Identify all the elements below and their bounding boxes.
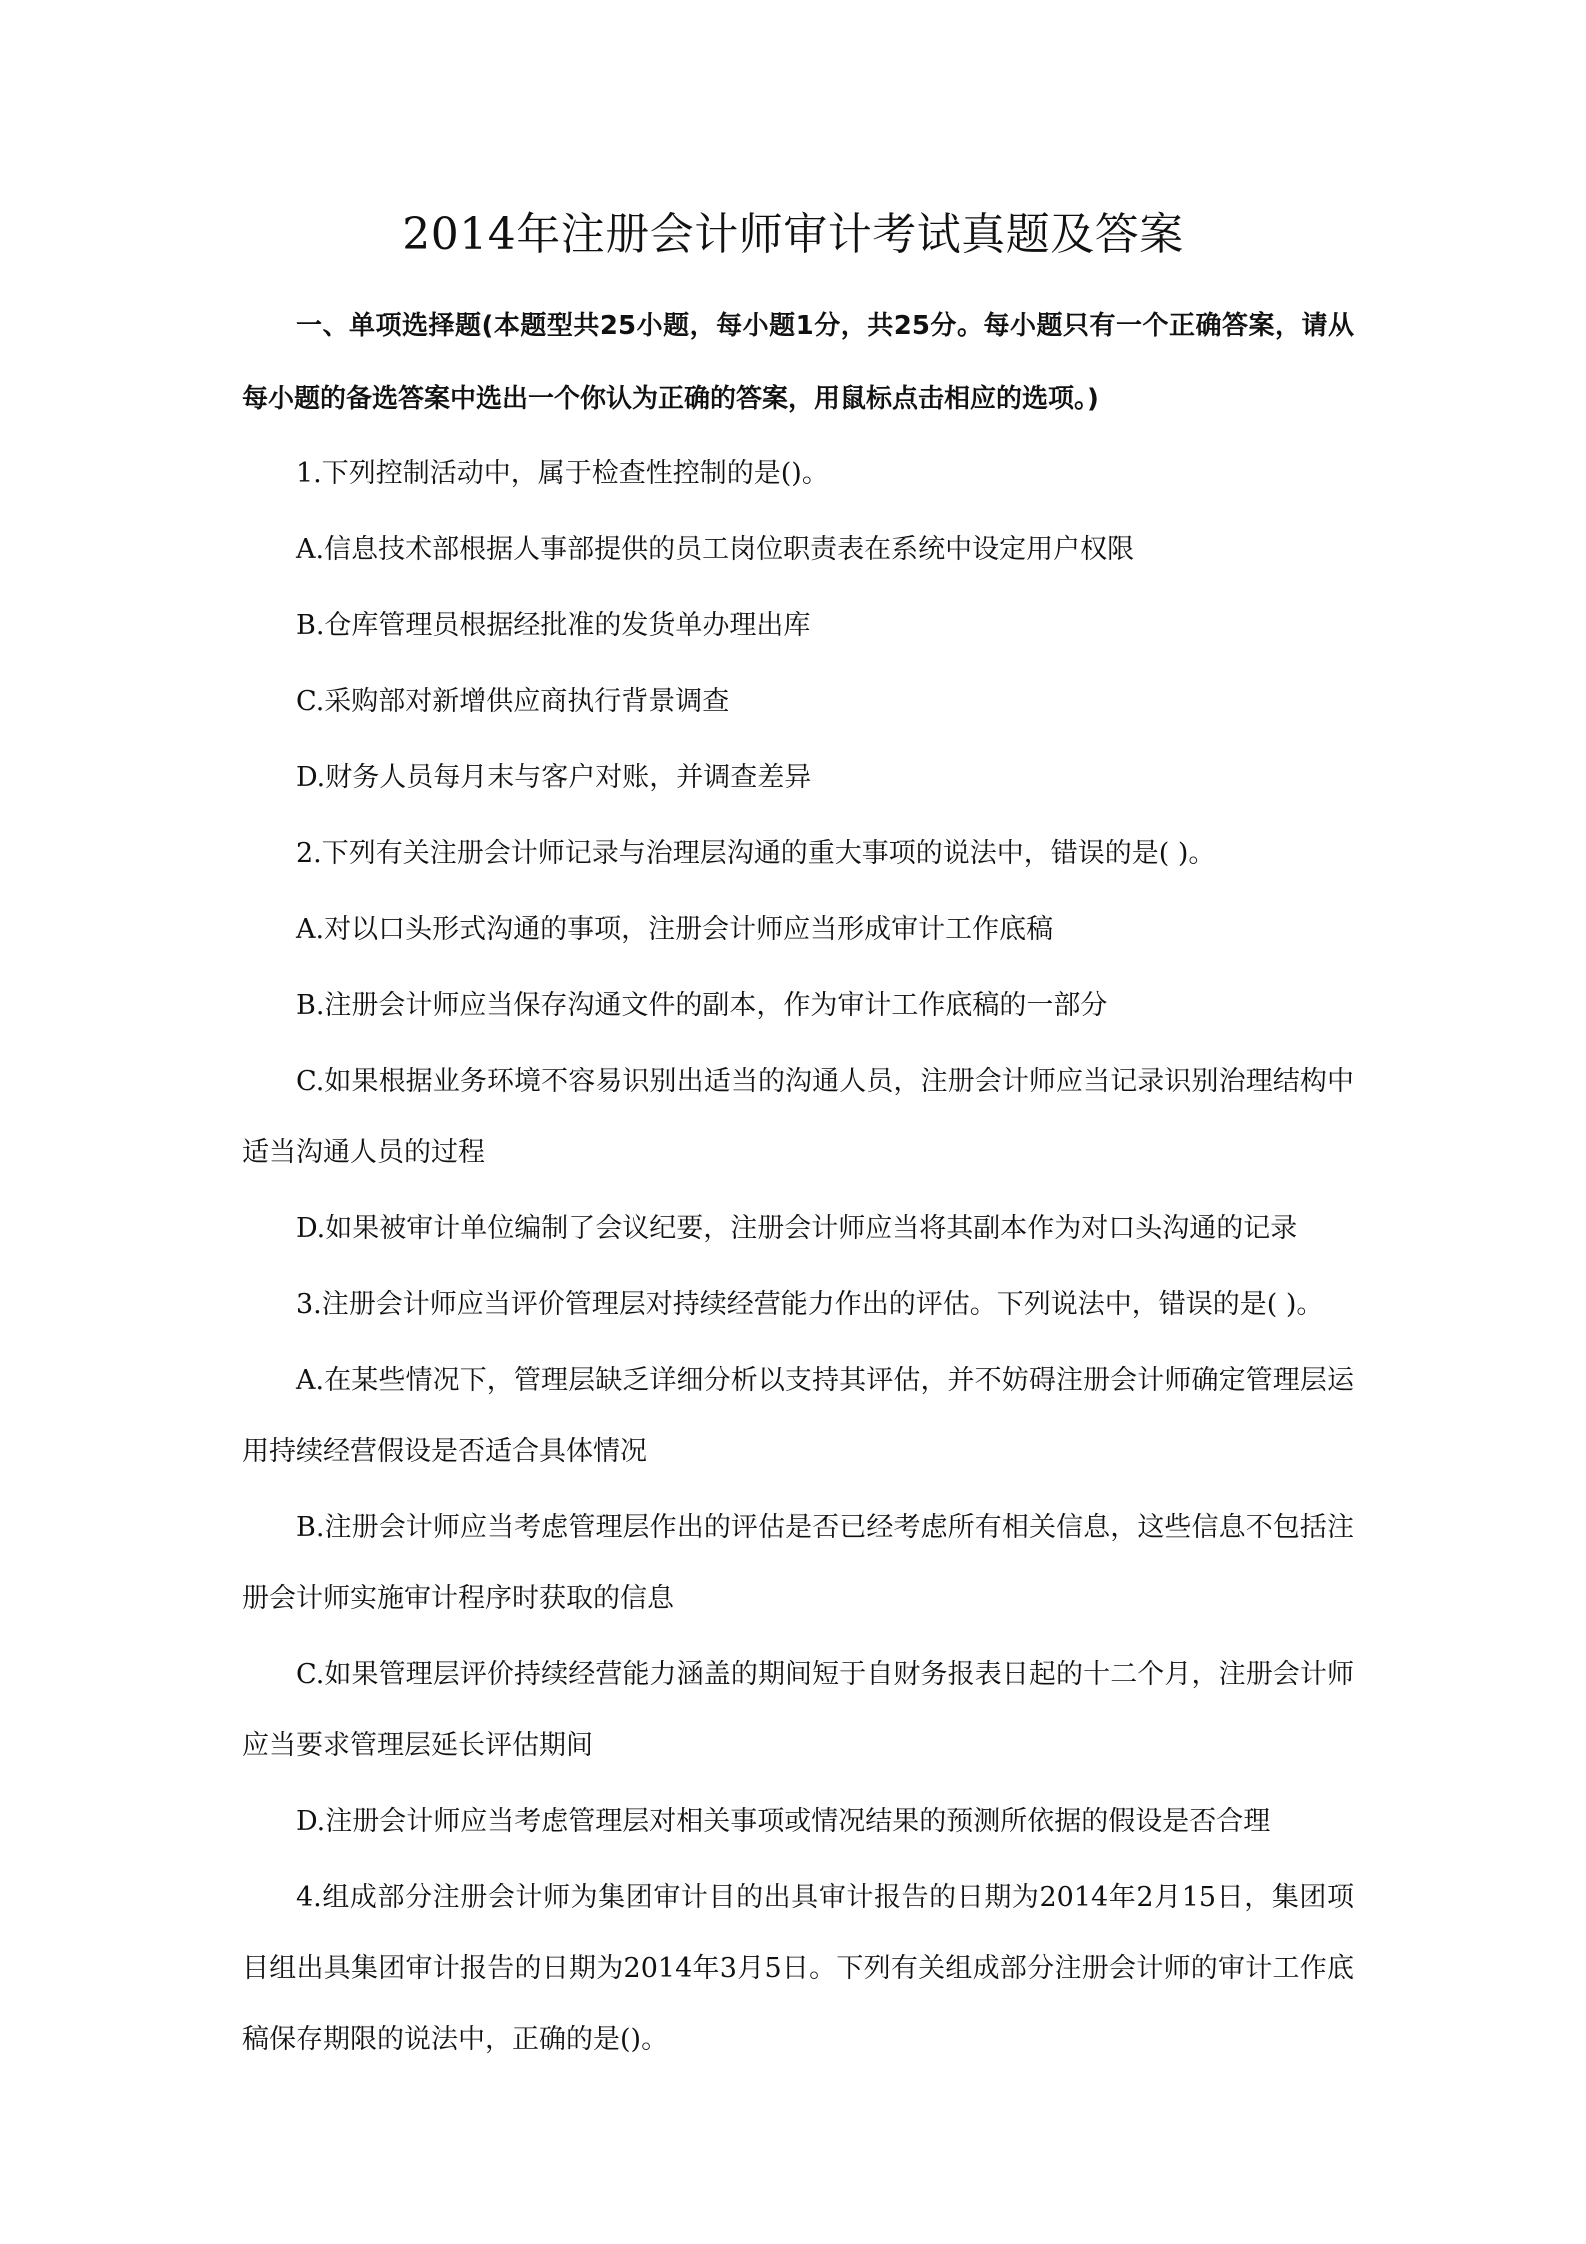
question-1-option-c: C.采购部对新增供应商执行背景调查: [296, 686, 730, 717]
question-1-option-d: D.财务人员每月末与客户对账，并调查差异: [296, 762, 812, 793]
question-3-option-d: D.注册会计师应当考虑管理层对相关事项或情况结果的预测所依据的假设是否合理: [296, 1806, 1271, 1837]
document-body: [242, 290, 1354, 2080]
question-3-option-b: B.注册会计师应当考虑管理层作出的评估是否已经考虑所有相关信息，这些信息不包括注册会计师实施审计程序时获取的信息: [242, 1512, 1354, 1614]
question-4: 4.组成部分注册会计师为集团审计目的出具审计报告的日期为2014年2月15日，集团项目组出具集团审计报告的日期为2014年3月5日。下列有关组成部分注册会计师的审计工作底稿保存期限的说法中，正确的是()。: [242, 1882, 1354, 2055]
question-2-option-b: B.注册会计师应当保存沟通文件的副本，作为审计工作底稿的一部分: [296, 990, 1108, 1021]
question-3: 3.注册会计师应当评价管理层对持续经营能力作出的评估。下列说法中，错误的是( )。: [296, 1289, 1324, 1320]
question-1: 1.下列控制活动中，属于检查性控制的是()。: [296, 458, 829, 489]
question-3-option-a: A.在某些情况下，管理层缺乏详细分析以支持其评估，并不妨碍注册会计师确定管理层运用持续经营假设是否适合具体情况: [242, 1365, 1354, 1467]
question-1-option-a: A.信息技术部根据人事部提供的员工岗位职责表在系统中设定用户权限: [296, 534, 1135, 565]
question-2-option-d: D.如果被审计单位编制了会议纪要，注册会计师应当将其副本作为对口头沟通的记录: [296, 1213, 1298, 1244]
question-1-option-b: B.仓库管理员根据经批准的发货单办理出库: [296, 610, 811, 641]
question-2-option-c: C.如果根据业务环境不容易识别出适当的沟通人员，注册会计师应当记录识别治理结构中适当沟通人员的过程: [242, 1066, 1354, 1168]
document-title: 2014年注册会计师审计考试真题及答案: [402, 209, 1184, 260]
question-2: 2.下列有关注册会计师记录与治理层沟通的重大事项的说法中，错误的是( )。: [296, 838, 1216, 869]
section-intro: 一、单项选择题(本题型共25小题，每小题1分，共25分。每小题只有一个正确答案，请从每小题的备选答案中选出一个你认为正确的答案，用鼠标点击相应的选项。): [242, 311, 1354, 414]
question-2-option-a: A.对以口头形式沟通的事项，注册会计师应当形成审计工作底稿: [296, 914, 1054, 945]
question-3-option-c: C.如果管理层评价持续经营能力涵盖的期间短于自财务报表日起的十二个月，注册会计师应当要求管理层延长评估期间: [242, 1659, 1354, 1761]
